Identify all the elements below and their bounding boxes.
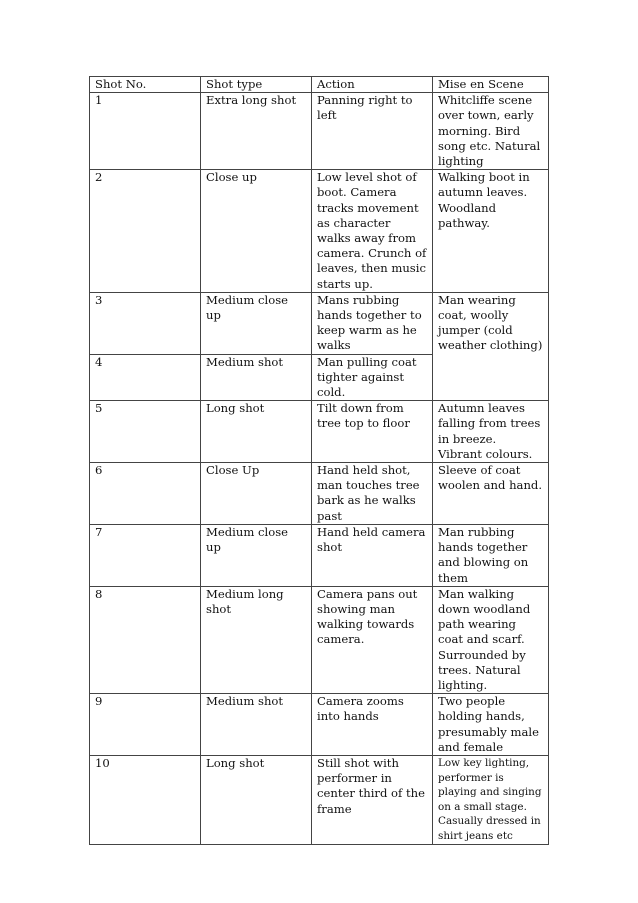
header-row: [90, 77, 549, 93]
shot-no: 3: [90, 292, 201, 354]
shot-no: 7: [90, 524, 201, 586]
shot-action: Man pulling coat tighter against cold.: [312, 354, 433, 401]
shot-no: 6: [90, 463, 201, 525]
header-shot-no: Shot No.: [90, 77, 201, 93]
table-row: [90, 292, 549, 354]
shot-type: Medium shot: [201, 354, 312, 401]
shot-mise-en-scene: Two people holding hands, presumably male and female: [433, 694, 549, 756]
shot-action: Still shot with performer in center third of the frame: [312, 755, 433, 844]
shot-mise-en-scene: Whitcliffe scene over town, early morning. Bird song etc. Natural lighting: [433, 93, 549, 170]
shot-action: Hand held shot, man touches tree bark as he walks past: [312, 463, 433, 525]
shot-action: Hand held camera shot: [312, 524, 433, 586]
shot-no: 10: [90, 755, 201, 844]
header-action: Action: [312, 77, 433, 93]
shot-mise-en-scene: Low key lighting, performer is playing and singing on a small stage. Casually dressed in shirt jeans etc: [433, 755, 549, 844]
table-row: [90, 170, 549, 293]
shot-no: 1: [90, 93, 201, 170]
shot-no: 4: [90, 354, 201, 401]
shot-action: Mans rubbing hands together to keep warm as he walks: [312, 292, 433, 354]
table-row: [90, 586, 549, 693]
shot-no: 8: [90, 586, 201, 693]
shot-mise-en-scene: Man wearing coat, woolly jumper (cold weather clothing): [433, 292, 549, 400]
shot-type: Extra long shot: [201, 93, 312, 170]
shot-mise-en-scene: Walking boot in autumn leaves. Woodland pathway.: [433, 170, 549, 293]
shot-type: Long shot: [201, 401, 312, 463]
shot-no: 9: [90, 694, 201, 756]
shot-mise-en-scene: Man rubbing hands together and blowing on them: [433, 524, 549, 586]
shot-mise-en-scene: Sleeve of coat woolen and hand.: [433, 463, 549, 525]
shot-type: Medium close up: [201, 292, 312, 354]
table-row: [90, 694, 549, 756]
shot-action: Low level shot of boot. Camera tracks movement as character walks away from camera. Crunch of leaves, then music starts up.: [312, 170, 433, 293]
shot-type: Medium close up: [201, 524, 312, 586]
table-row: [90, 401, 549, 463]
shot-no: 2: [90, 170, 201, 293]
header-mise-en-scene: Mise en Scene: [433, 77, 549, 93]
shot-type: Close Up: [201, 463, 312, 525]
shot-action: Panning right to left: [312, 93, 433, 170]
shot-list-table: [89, 76, 549, 845]
table-row: [90, 463, 549, 525]
shot-no: 5: [90, 401, 201, 463]
table-row: [90, 755, 549, 844]
table-row: [90, 93, 549, 170]
shot-type: Long shot: [201, 755, 312, 844]
header-shot-type: Shot type: [201, 77, 312, 93]
shot-action: Tilt down from tree top to floor: [312, 401, 433, 463]
shot-action: Camera pans out showing man walking towards camera.: [312, 586, 433, 693]
shot-type: Medium long shot: [201, 586, 312, 693]
shot-type: Medium shot: [201, 694, 312, 756]
shot-mise-en-scene: Autumn leaves falling from trees in breeze. Vibrant colours.: [433, 401, 549, 463]
shot-mise-en-scene: Man walking down woodland path wearing coat and scarf. Surrounded by trees. Natural lighting.: [433, 586, 549, 693]
shot-type: Close up: [201, 170, 312, 293]
table-row: [90, 524, 549, 586]
shot-action: Camera zooms into hands: [312, 694, 433, 756]
